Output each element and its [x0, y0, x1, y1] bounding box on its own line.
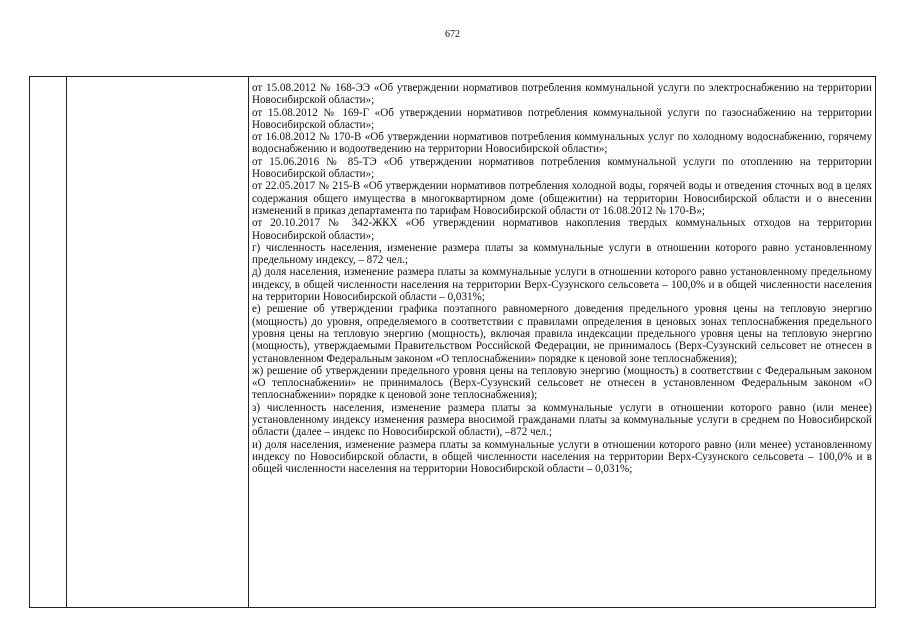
- table-column-description: [67, 77, 249, 607]
- paragraph-order-85-te: от 15.06.2016 № 85-ТЭ «Об утверждении нормативов потребления коммунальной услуги по отоплению на территории Новосибирской области»;: [252, 155, 872, 181]
- paragraph-item-i: и) доля населения, изменение размера платы за коммунальные услуги в отношении которого равно (или менее) установленному индексу по Новосибирской области, в общей численности населения на территории Верх-Сузунского сельсовета – 100,0% и в общей численности населения на территории Новосибирской области – 0,031%;: [252, 438, 872, 476]
- paragraph-order-168-ee: от 15.08.2012 № 168-ЭЭ «Об утверждении нормативов потребления коммунальной услуги по электроснабжению на территории Новосибирской области»;: [252, 82, 872, 107]
- paragraph-order-215-v: от 22.05.2017 № 215-В «Об утверждении нормативов потребления холодной воды, горячей воды и отведения сточных вод в целях содержания общего имущества в многоквартирном доме (общежитии) на территории Новосибирской области и о внесении изменений в приказ департамента по тарифам Новосибирской области от 16.08.2012 № 170-В»;: [252, 180, 872, 217]
- paragraph-item-z: з) численность населения, изменение размера платы за коммунальные услуги в отношении которого равно (или менее) установленному индексу изменения размера вносимой гражданами платы за коммунальные услуги в среднем по Новосибирской области (далее – индекс по Новосибирской области), –872 чел.;: [252, 401, 872, 439]
- page-number: 672: [445, 29, 460, 40]
- paragraph-item-zh: ж) решение об утверждении предельного уровня цены на тепловую энергию (мощность) в соответствии с Федеральным законом «О теплоснабжении» не принималось (Верх-Сузунский сельсовет не отнесен в установленном Федеральным законом «О теплоснабжении» порядке к ценовой зоне теплоснабжения);: [252, 364, 872, 402]
- paragraph-order-169-g: от 15.08.2012 № 169-Г «Об утверждении нормативов потребления коммунальной услуги по газоснабжению на территории Новосибирской области»;: [252, 106, 872, 131]
- table-column-content: [252, 82, 872, 476]
- table-column-number: [30, 77, 67, 607]
- paragraph-item-d: д) доля населения, изменение размера платы за коммунальные услуги в отношении которого равно установленному предельному индексу, в общей численности населения на территории Верх-Сузунского сельсовета – 100,0% и в общей численности населения на территории Новосибирской области – 0,031%;: [252, 266, 872, 304]
- paragraph-item-e: е) решение об утверждении графика поэтапного равномерного доведения предельного уровня цены на тепловую энергию (мощность) до уровня, определяемого в соответствии с правилами определения в ценовых зонах теплоснабжения предельного уровня цены на тепловую энергию (мощность), включая правила индексации предельного уровня цены на тепловую энергию (мощность), утверждаемыми Правительством Российской Федерации, не принималось (Верх-Сузунский сельсовет не отнесен в установленном Федеральным законом «О теплоснабжении» порядке к ценовой зоне теплоснабжения);: [252, 303, 872, 365]
- document-table: [29, 76, 876, 608]
- paragraph-order-170-v: от 16.08.2012 № 170-В «Об утверждении нормативов потребления коммунальных услуг по холодному водоснабжению, горячему водоснабжению и водоотведению на территории Новосибирской области»;: [252, 131, 872, 156]
- paragraph-item-g: г) численность населения, изменение размера платы за коммунальные услуги в отношении которого равно установленному предельному индексу, – 872 чел.;: [252, 241, 872, 267]
- paragraph-order-342-zhkh: от 20.10.2017 № 342-ЖКХ «Об утверждении нормативов накопления твердых коммунальных отходов на территории Новосибирской области»;: [252, 217, 872, 242]
